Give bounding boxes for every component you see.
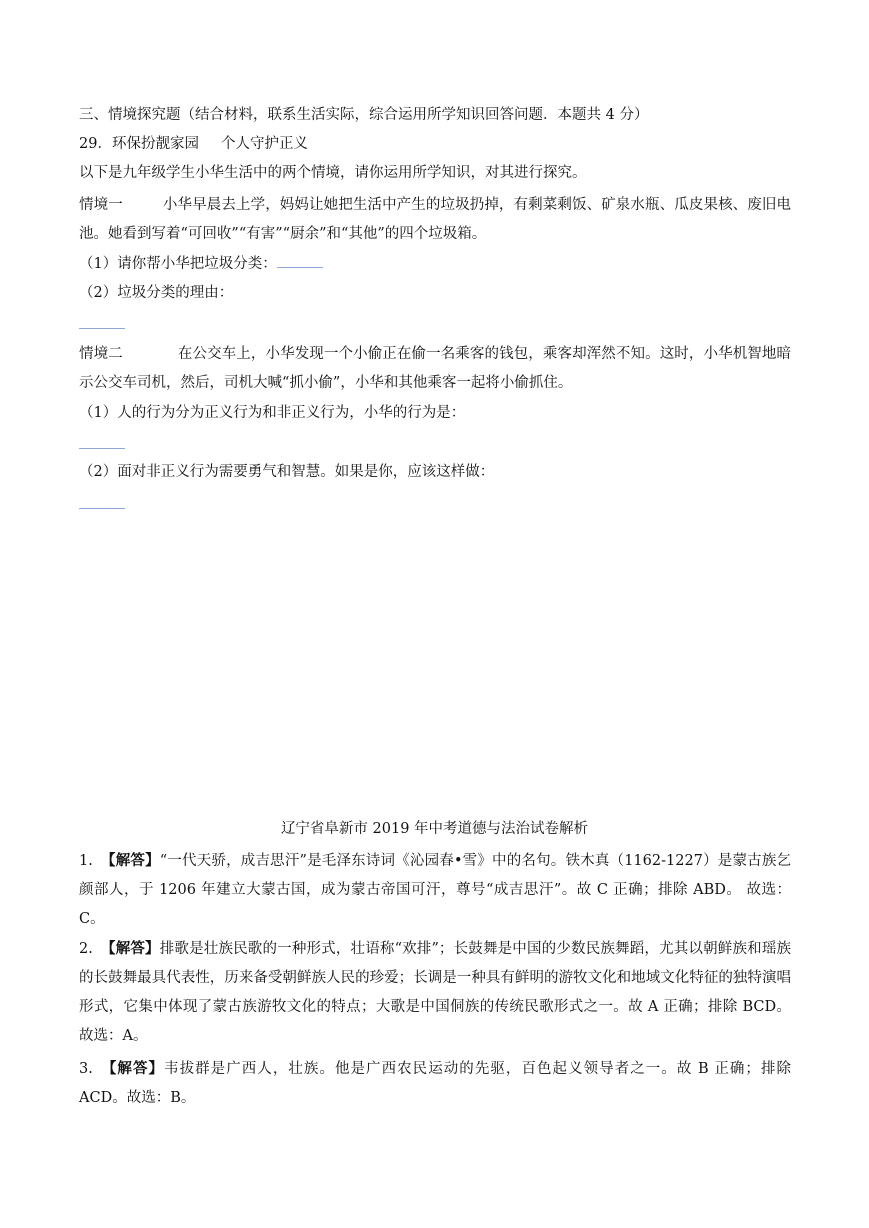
scenario-2-question-2 (79, 462, 791, 482)
analysis-answer-tag: 【解答】 (100, 940, 160, 957)
scenario-2-text: 在公交车上，小华发现一个小偷正在偷一名乘客的钱包，乘客却浑然不知。这时，小华机智地暗示公交车司机，然后，司机大喊“抓小偷”，小华和其他乘客一起将小偷抓住。 (79, 346, 792, 391)
scenario-1-question-1 (79, 253, 791, 274)
analysis-item-text: 排歌是壮族民歌的一种形式，壮语称“欢排”；长鼓舞是中国的少数民族舞蹈，尤其以朝鲜族和瑶族的长鼓舞最具代表性，历来备受朝鲜族人民的珍爱；长调是一种具有鲜明的游牧文化和地域文化特征的独特演唱形式，它集中体现了蒙古族游牧文化的特点；大歌是中国侗族的传统民歌形式之一。故 A 正确；排除 BCD。 故选：A。 (79, 941, 791, 1044)
intro-text: 以下是九年级学生小华生活中的两个情境，请你运用所学知识，对其进行探究。 (79, 165, 587, 181)
answer-blank[interactable] (277, 253, 323, 268)
scenario-1 (79, 191, 791, 249)
analysis-item-1 (79, 846, 791, 934)
answer-blank[interactable] (79, 328, 125, 329)
scenario-2-question-1 (79, 403, 791, 423)
analysis-answer-tag: 【解答】 (100, 1060, 165, 1077)
scenario-2 (79, 340, 791, 398)
section-heading-text: 三、情境探究题（结合材料，联系生活实际，综合运用所学知识回答问题．本题共 4 分） (79, 107, 649, 123)
answer-blank[interactable] (79, 448, 125, 449)
scenario-1-text: 小华早晨去上学，妈妈让她把生活中产生的垃圾扔掉，有剩菜剩饭、矿泉水瓶、瓜皮果核、废旧电池。她看到写着“可回收”“有害”“厨余”和“其他”的四个垃圾箱。 (79, 197, 791, 242)
analysis-item-text: 韦拔群是广西人，壮族。他是广西农民运动的先驱，百色起义领导者之一。故 B 正确；排除 ACD。故选：B。 (79, 1061, 792, 1106)
scenario-2-question-1-text: （1）人的行为分为正义行为和非正义行为，小华的行为是： (79, 405, 466, 421)
analysis-item-number: 3. (79, 1061, 93, 1077)
scenario-1-question-2 (79, 283, 791, 303)
question-title-part-a: 环保扮靓家园 (111, 136, 199, 152)
scenario-1-question-1-text: （1）请你帮小华把垃圾分类： (79, 256, 277, 272)
section-heading (79, 105, 791, 125)
scenario-1-label: 情境一 (79, 197, 123, 213)
analysis-title-text: 辽宁省阜新市 2019 年中考道德与法治试卷解析 (280, 821, 589, 837)
analysis-item-number: 2. (79, 941, 93, 957)
analysis-item-text: “一代天骄，成吉思汗”是毛泽东诗词《沁园春•雪》中的名句。铁木真（1162-1227）是蒙古族乞颜部人，于 1206 年建立大蒙古国，成为蒙古帝国可汗，尊号“成吉思汗”。故 C 正确；排除 ABD。 故选：C。 (79, 853, 792, 927)
analysis-title (0, 819, 869, 839)
question-number: 29． (79, 136, 112, 152)
scenario-2-question-2-text: （2）面对非正义行为需要勇气和智慧。如果是你，应该这样做： (79, 464, 495, 480)
question-intro (79, 163, 791, 183)
answer-blank[interactable] (79, 508, 125, 509)
analysis-item-number: 1. (79, 853, 93, 869)
scenario-2-label: 情境二 (79, 346, 123, 362)
analysis-answer-tag: 【解答】 (100, 852, 160, 869)
analysis-item-2 (79, 934, 791, 1051)
question-29-title (79, 134, 791, 154)
scenario-1-question-2-text: （2）垃圾分类的理由： (79, 285, 234, 301)
question-title-part-b: 个人守护正义 (220, 136, 308, 152)
analysis-item-3 (79, 1054, 791, 1113)
